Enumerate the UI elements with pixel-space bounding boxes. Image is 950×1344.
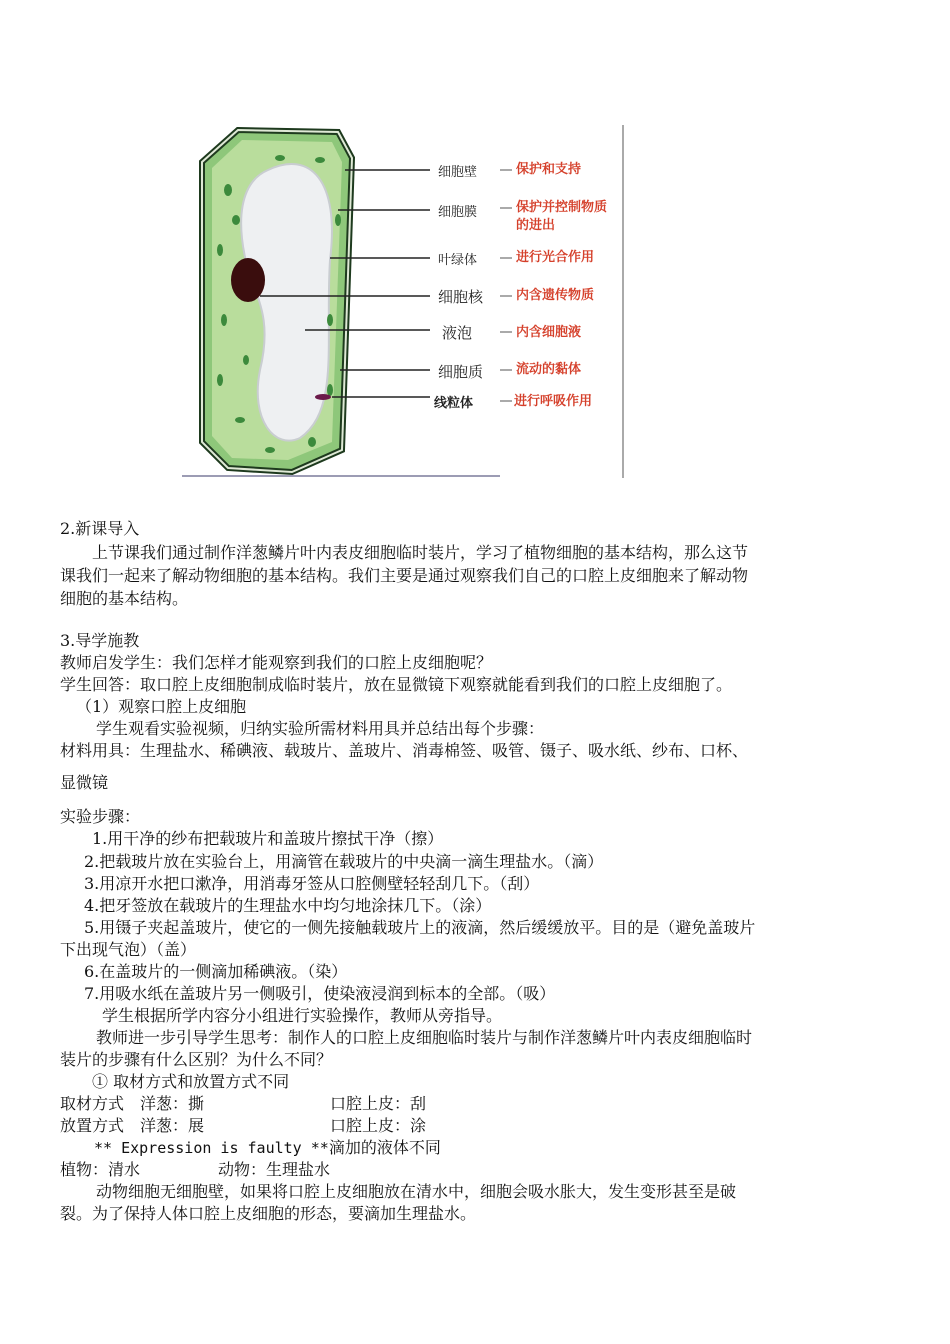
paragraph-line: 裂。为了保持人体口腔上皮细胞的形态，要滴加生理盐水。 (60, 1204, 477, 1223)
step-item: 7.用吸水纸在盖玻片另一侧吸引，使染液浸润到标本的全部。（吸） (84, 984, 556, 1003)
structure-function: 保护和支持 (516, 162, 582, 177)
structure-label: 液泡 (442, 324, 473, 342)
error-text: ** Expression is faulty ** (94, 1139, 329, 1157)
structure-function: 保护并控制物质 (516, 200, 608, 215)
comparison-heading-text: 滴加的液体不同 (328, 1138, 441, 1157)
paragraph-line: 学生根据所学内容分小组进行实验操作，教师从旁指导。 (102, 1006, 503, 1025)
step-item: 4.把牙签放在载玻片的生理盐水中均匀地涂抹几下。（涂） (84, 896, 492, 915)
paragraph-line: 教师启发学生：我们怎样才能观察到我们的口腔上皮细胞呢？ (60, 653, 493, 672)
structure-label: 细胞质 (438, 363, 484, 381)
paragraph-line: 显微镜 (60, 773, 109, 792)
comparison-heading: ① 取材方式和放置方式不同 (92, 1072, 290, 1091)
paragraph-line: 细胞的基本结构。 (60, 589, 189, 608)
paragraph-line: 学生观看实验视频，归纳实验所需材料用具并总结出每个步骤： (96, 719, 545, 738)
comparison-left: 植物：清水 (60, 1160, 141, 1179)
paragraph-line: 上节课我们通过制作洋葱鳞片叶内表皮细胞临时装片，学习了植物细胞的基本结构，那么这节 (92, 543, 749, 562)
structure-function: 进行呼吸作用 (514, 394, 593, 409)
comparison-left: 放置方式 洋葱：展 (60, 1116, 205, 1135)
paragraph-line: 学生回答：取口腔上皮细胞制成临时装片，放在显微镜下观察就能看到我们的口腔上皮细胞了。 (60, 675, 733, 694)
section-heading: 3.导学施教 (60, 631, 140, 650)
structure-label: 细胞壁 (438, 165, 478, 180)
structure-function: 内含细胞液 (516, 325, 582, 340)
section-heading: 2.新课导入 (60, 519, 140, 538)
sub-heading: （1）观察口腔上皮细胞 (76, 697, 247, 716)
comparison-right: 口腔上皮：刮 (330, 1094, 427, 1113)
step-item: 2.把载玻片放在实验台上，用滴管在载玻片的中央滴一滴生理盐水。（滴） (84, 852, 604, 871)
paragraph-line: 装片的步骤有什么区别？为什么不同？ (60, 1050, 333, 1069)
step-item: 3.用凉开水把口漱净，用消毒牙签从口腔侧壁轻轻刮几下。（刮） (84, 874, 540, 893)
structure-function: 进行光合作用 (516, 250, 595, 265)
step-item: 5.用镊子夹起盖玻片，使它的一侧先接触载玻片上的液滴，然后缓缓放平。目的是（避免盖玻片 (84, 918, 756, 937)
step-item: 1.用干净的纱布把载玻片和盖玻片擦拭干净（擦） (92, 829, 444, 848)
comparison-right: 动物：生理盐水 (218, 1160, 331, 1179)
structure-label: 叶绿体 (438, 253, 478, 268)
structure-function: 流动的黏体 (516, 362, 582, 377)
paragraph-line: 课我们一起来了解动物细胞的基本结构。我们主要是通过观察我们自己的口腔上皮细胞来了解动物 (60, 566, 749, 585)
paragraph-line: 教师进一步引导学生思考：制作人的口腔上皮细胞临时装片与制作洋葱鳞片叶内表皮细胞临时 (96, 1028, 753, 1047)
paragraph-line: 材料用具：生理盐水、稀碘液、载玻片、盖玻片、消毒棉签、吸管、镊子、吸水纸、纱布、口杯、 (60, 741, 749, 760)
paragraph-line: 动物细胞无细胞壁，如果将口腔上皮细胞放在清水中，细胞会吸水胀大，发生变形甚至是破 (96, 1182, 737, 1201)
structure-label: 线粒体 (434, 396, 474, 411)
structure-function: 内含遗传物质 (516, 288, 595, 303)
structure-label: 细胞膜 (438, 205, 478, 220)
step-item: 6.在盖玻片的一侧滴加稀碘液。（染） (84, 962, 348, 981)
plant-cell-diagram (180, 120, 630, 480)
sub-heading: 实验步骤： (60, 807, 141, 826)
comparison-right: 口腔上皮：涂 (330, 1116, 427, 1135)
structure-function: 的进出 (516, 218, 556, 233)
comparison-left: 取材方式 洋葱：撕 (60, 1094, 205, 1113)
step-item: 下出现气泡）（盖） (60, 940, 197, 959)
comparison-heading (94, 1137, 441, 1159)
structure-label: 细胞核 (438, 288, 484, 306)
